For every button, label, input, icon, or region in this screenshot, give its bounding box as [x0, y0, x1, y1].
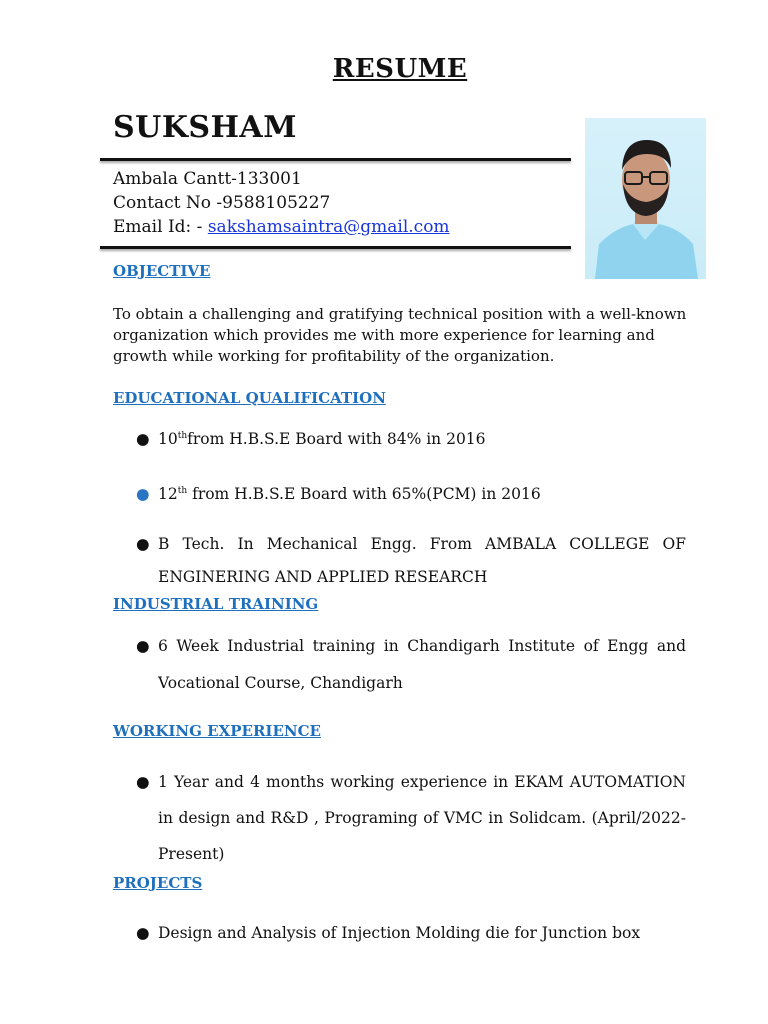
profile-photo — [585, 118, 706, 279]
project-text: Design and Analysis of Injection Molding die for Junction box — [158, 924, 641, 942]
list-item — [136, 430, 686, 452]
divider-bottom — [100, 246, 571, 249]
experience-text: 1 Year and 4 months working experience in EKAM AUTOMATION in design and R&D , Programing of VMC in Solidcam. (April/2022-Present) — [158, 773, 686, 863]
bullet-dot-icon: ● — [136, 430, 150, 448]
list-item — [136, 528, 686, 588]
bullet-dot-icon: ● — [136, 535, 150, 553]
phone: Contact No -9588105227 — [113, 193, 331, 213]
heading-experience: WORKING EXPERIENCE — [113, 722, 321, 740]
email-row — [113, 215, 450, 239]
list-item — [136, 764, 686, 864]
edu-12-level: 12 — [158, 485, 178, 503]
bullet-dot-icon: ● — [136, 773, 150, 791]
list-item — [136, 924, 686, 946]
page-title: RESUME — [332, 54, 468, 84]
heading-training: INDUSTRIAL TRAINING — [113, 595, 319, 613]
objective-text: To obtain a challenging and gratifying technical position with a well-known organization which provides me with more experience for learning and growth while working for profitability of the organization. — [113, 305, 687, 365]
bullet-dot-icon: ● — [136, 924, 150, 942]
edu-12-text: from H.B.S.E Board with 65%(PCM) in 2016 — [187, 485, 541, 503]
bullet-dot-icon: ● — [136, 637, 150, 655]
edu-btech-text: B Tech. In Mechanical Engg. From AMBALA COLLEGE OF ENGINERING AND APPLIED RESEARCH — [158, 535, 686, 586]
email-link[interactable]: sakshamsaintra@gmail.com — [207, 217, 450, 237]
heading-education: EDUCATIONAL QUALIFICATION — [113, 389, 386, 407]
candidate-name: SUKSHAM — [113, 110, 297, 145]
email-label: Email Id: - — [113, 217, 208, 237]
divider-top — [100, 158, 571, 161]
list-item — [136, 628, 686, 700]
training-text: 6 Week Industrial training in Chandigarh Institute of Engg and Vocational Course, Chandigarh — [158, 637, 686, 692]
heading-objective: OBJECTIVE — [113, 262, 211, 280]
list-item — [136, 485, 686, 507]
edu-10-sup: th — [177, 430, 188, 441]
heading-projects: PROJECTS — [113, 874, 203, 892]
address: Ambala Cantt-133001 — [113, 169, 302, 189]
edu-12-sup: th — [177, 485, 188, 496]
edu-10-text: from H.B.S.E Board with 84% in 2016 — [187, 430, 486, 448]
bullet-dot-icon: ● — [136, 485, 150, 503]
edu-10-level: 10 — [158, 430, 178, 448]
person-photo-icon — [585, 118, 706, 279]
